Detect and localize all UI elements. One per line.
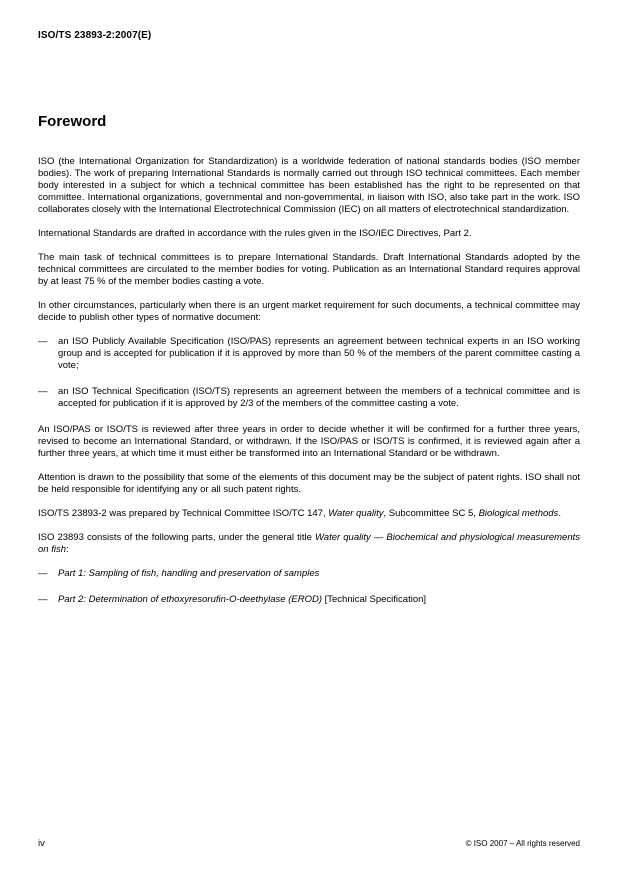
bullet-part-2 — [38, 594, 580, 606]
bullet-dash: — — [38, 336, 48, 347]
bullet-text — [58, 594, 580, 606]
text-run: ISO/TS 23893-2 was prepared by Technical Committee ISO/TC 147, — [38, 508, 329, 519]
bullet-dash: — — [38, 386, 48, 397]
text-run: , Subcommittee SC 5, — [383, 508, 479, 519]
bullet-iso-ts — [38, 386, 580, 410]
text-run: : — [66, 544, 69, 555]
text-run: [Technical Specification] — [322, 594, 427, 605]
bullet-dash: — — [38, 594, 48, 605]
page-footer — [38, 838, 580, 849]
bullet-iso-pas — [38, 336, 580, 372]
paragraph-iso-federation: ISO (the International Organization for Standardization) is a worldwide federation of national standards bodies (ISO member bodies). The work of preparing International Standards is normally carried out through ISO technical committees. Each member body interested in a subject for which a technical committee has been established has the right to be represented on that committee. International organizations, governmental and non-governmental, in liaison with ISO, also take part in the work. ISO collaborates closely with the International Electrotechnical Commission (IEC) on all matters of electrotechnical standardization. — [38, 156, 580, 215]
bullet-text: an ISO Technical Specification (ISO/TS) represents an agreement between the members of a technical committee and is accepted for publication if it is approved by 2/3 of the members of the committee casting a vote. — [58, 386, 580, 409]
doc-reference: ISO/TS 23893-2:2007(E) — [38, 30, 152, 41]
paragraph-other-circumstances: In other circumstances, particularly when there is an urgent market requirement for such documents, a technical committee may decide to publish other types of normative document: — [38, 300, 580, 323]
text-run: . — [558, 508, 561, 519]
text-run: ISO 23893 consists of the following parts, under the general title — [38, 532, 315, 543]
text-run-italic: Water quality — [328, 508, 384, 519]
page-number: iv — [38, 838, 45, 849]
page-title: Foreword — [38, 113, 107, 130]
paragraph-prepared-by — [38, 508, 580, 520]
bullet-text-italic: Part 1: Sampling of fish, handling and preservation of samples — [58, 568, 320, 579]
paragraph-main-task: The main task of technical committees is to prepare International Standards. Draft International Standards adopted by the technical committees are circulated to the member bodies for voting. Publication as an International Standard requires approval by at least 75 % of the member bodies casting a vote. — [38, 252, 580, 287]
copyright-notice: © ISO 2007 – All rights reserved — [465, 839, 580, 848]
text-run-italic: Biological methods — [478, 508, 559, 519]
bullet-part-1 — [38, 568, 580, 580]
paragraph-review-cycle: An ISO/PAS or ISO/TS is reviewed after three years in order to decide whether it will be confirmed for a further three years, revised to become an International Standard, or withdrawn. If the ISO/PAS or ISO/TS is confirmed, it is reviewed again after a further three years, at which time it must either be transformed into an International Standard or be withdrawn. — [38, 424, 580, 459]
text-run-italic: Water quality — Biochemical and physiological measurements on fish — [38, 532, 580, 555]
paragraph-parts-list-intro — [38, 532, 580, 556]
bullet-dash: — — [38, 568, 48, 579]
paragraph-patent-rights: Attention is drawn to the possibility that some of the elements of this document may be the subject of patent rights. ISO shall not be held responsible for identifying any or all such patent rights. — [38, 472, 580, 495]
paragraph-directives: International Standards are drafted in accordance with the rules given in the ISO/IEC Directives, Part 2. — [38, 228, 472, 239]
text-run-italic: Part 2: Determination of ethoxyresorufin-O-deethylase (EROD) — [58, 594, 322, 605]
document-header — [38, 30, 580, 41]
bullet-text: an ISO Publicly Available Specification (ISO/PAS) represents an agreement between technical experts in an ISO working group and is accepted for publication if it is approved by more than 50 % of the members of the parent committee casting a vote; — [58, 336, 580, 371]
